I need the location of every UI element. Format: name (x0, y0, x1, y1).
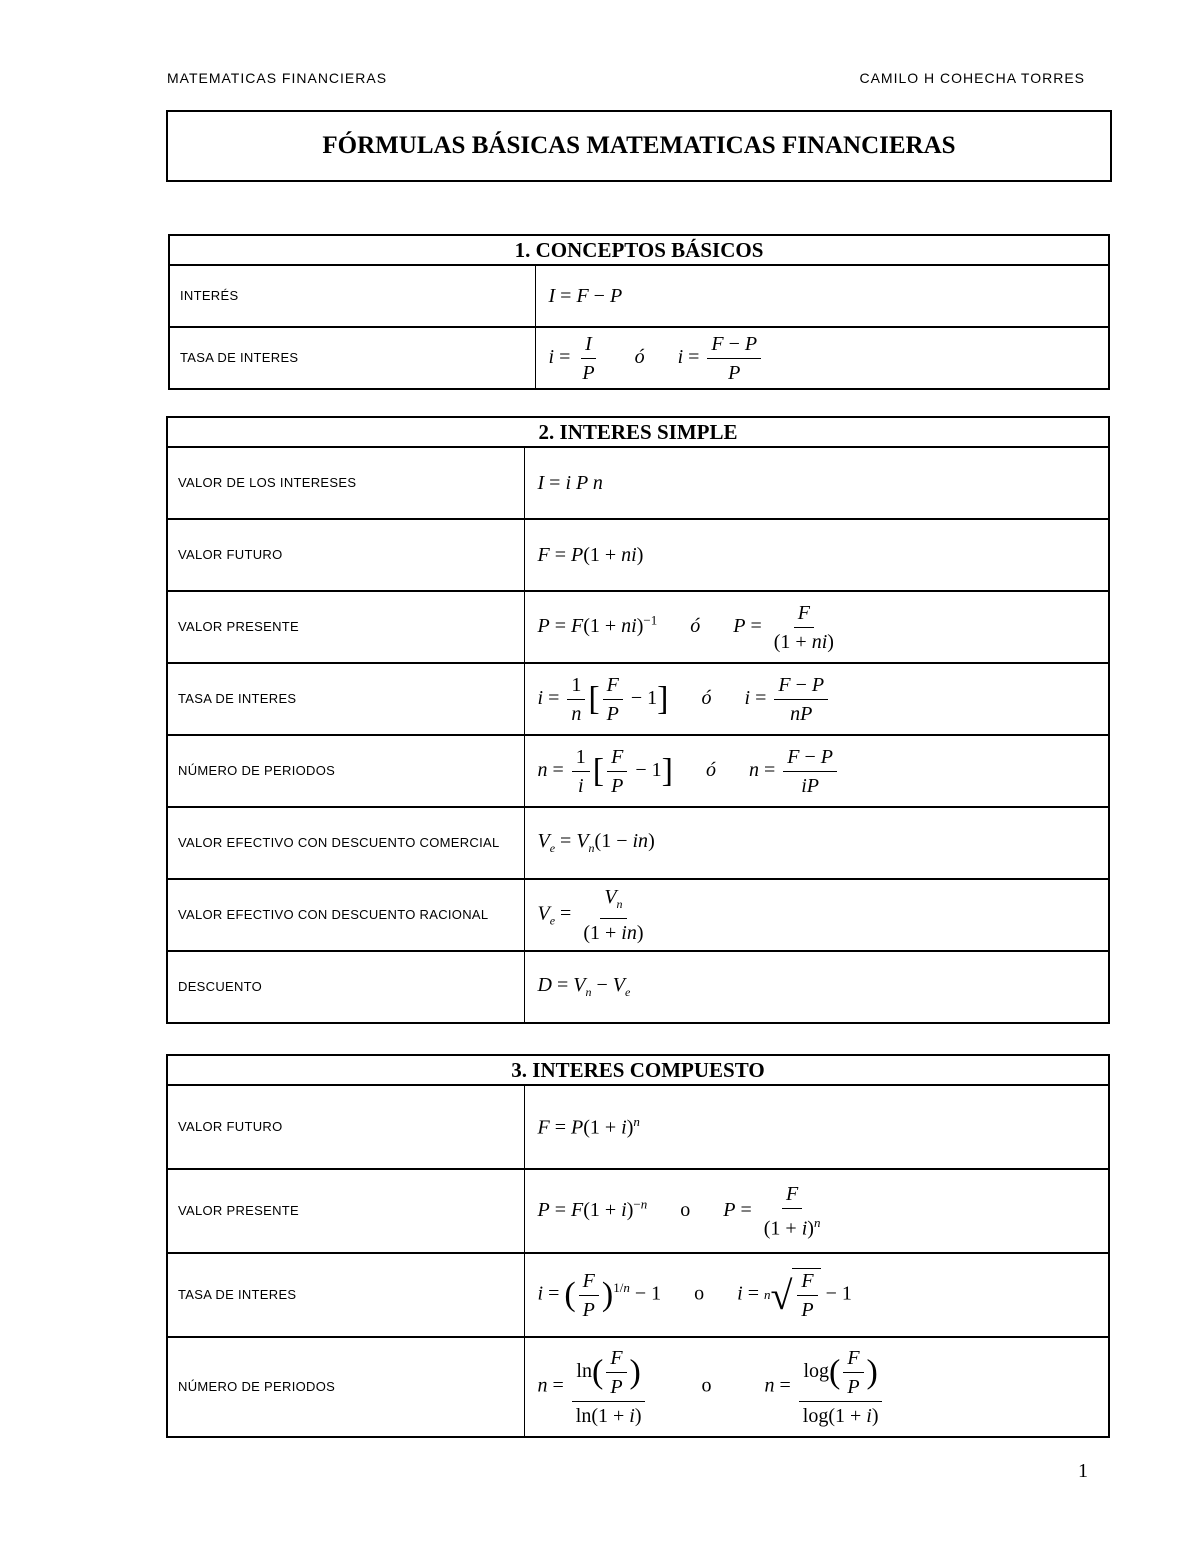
document-title-box (166, 110, 1112, 182)
row-label: INTERÉS (169, 265, 535, 327)
row-label: VALOR EFECTIVO CON DESCUENTO RACIONAL (167, 879, 524, 951)
section-interes-simple (166, 416, 1110, 1024)
row-label: TASA DE INTERES (167, 663, 524, 735)
formula-tasa-interes-simple: i = $\frac{1}{n}$ [ $\frac{F}{P}$ − 1] ó i = $\frac{F - P}{nP}$ (524, 663, 1109, 735)
formula-valor-intereses: I = i P n (524, 447, 1109, 519)
running-header-left: MATEMATICAS FINANCIERAS (167, 70, 388, 86)
row-label: VALOR DE LOS INTERESES (167, 447, 524, 519)
row-label: VALOR EFECTIVO CON DESCUENTO COMERCIAL (167, 807, 524, 879)
section-title: 3. INTERES COMPUESTO (167, 1055, 1109, 1085)
row-label: NÚMERO DE PERIODOS (167, 1337, 524, 1437)
formula-numero-periodos-simple: n = $\frac{1}{i}$ [ $\frac{F}{P}$ − 1] ó n = $\frac{F - P}{iP}$ (524, 735, 1109, 807)
document-title: FÓRMULAS BÁSICAS MATEMATICAS FINANCIERAS (322, 132, 956, 159)
section-conceptos-basicos (168, 234, 1110, 390)
row-label: VALOR PRESENTE (167, 591, 524, 663)
formula-interes: I = F − P (535, 265, 1109, 327)
row-label: TASA DE INTERES (169, 327, 535, 389)
row-label: DESCUENTO (167, 951, 524, 1023)
row-label: TASA DE INTERES (167, 1253, 524, 1337)
formula-valor-futuro-compuesto: $F = P(1 + i)^n$ (524, 1085, 1109, 1169)
section-title: 1. CONCEPTOS BÁSICOS (169, 235, 1109, 265)
running-header-right: CAMILO H COHECHA TORRES (859, 70, 1085, 86)
formula-tasa-interes: i = $\frac{I}{P}$ ó i = $\frac{F - P}{P}$ (535, 327, 1109, 389)
formula-valor-futuro: F = P(1 + ni) (524, 519, 1109, 591)
formula-tasa-interes-compuesto: i = ( $\frac{F}{P}$ )$^{1/n}$ − 1 o i = n √ $\frac{F}{P}$ − 1 (524, 1253, 1109, 1337)
formula-valor-presente-compuesto: $P = F(1 + i)^{-n}$ o P = $\frac{F}{(1 + i)^n}$ (524, 1169, 1109, 1253)
formula-descuento-racional: $V_e$ = $\frac{V_n}{(1 + in)}$ (524, 879, 1109, 951)
formula-descuento: $D = V_n - V_e$ (524, 951, 1109, 1023)
formula-valor-presente: P = F(1 + ni)$^{-1}$ ó P = $\frac{F}{(1 + ni)}$ (524, 591, 1109, 663)
row-label: VALOR FUTURO (167, 519, 524, 591)
section-title: 2. INTERES SIMPLE (167, 417, 1109, 447)
page-number: 1 (1078, 1460, 1088, 1482)
row-label: VALOR PRESENTE (167, 1169, 524, 1253)
formula-descuento-comercial: $V_e = V_n(1 - in)$ (524, 807, 1109, 879)
row-label: VALOR FUTURO (167, 1085, 524, 1169)
row-label: NÚMERO DE PERIODOS (167, 735, 524, 807)
section-interes-compuesto (166, 1054, 1110, 1438)
formula-numero-periodos-compuesto: n = ln( $\frac{F}{P}$ ) ln(1 + i) o n = log( $\frac{F}{P}$ ) log(1 + i) (524, 1337, 1109, 1437)
